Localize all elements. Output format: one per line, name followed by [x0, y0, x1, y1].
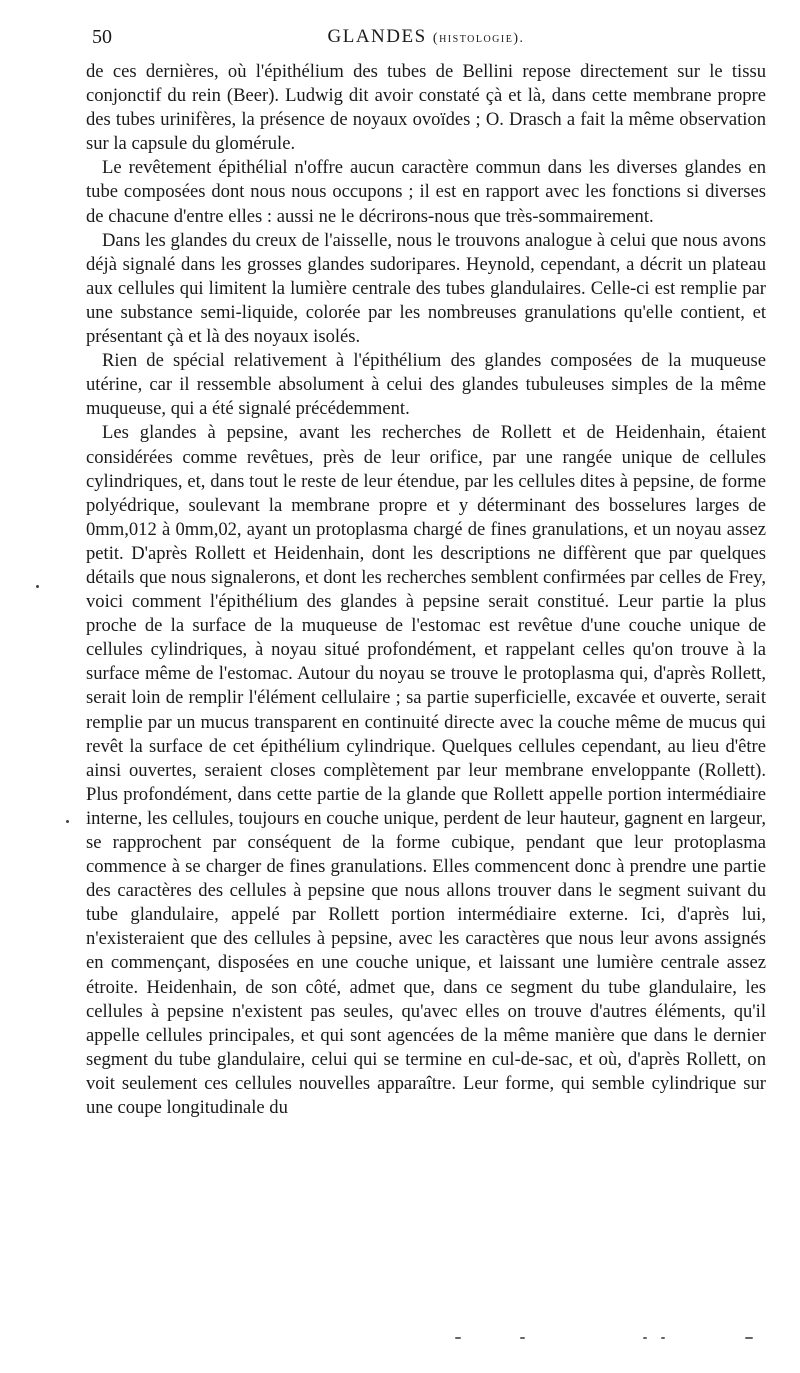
page-header	[86, 24, 766, 60]
footer-scan-marks	[455, 1333, 765, 1343]
scan-mark	[520, 1337, 525, 1339]
scan-mark	[661, 1337, 665, 1339]
scan-mark	[643, 1337, 647, 1339]
document-page	[86, 24, 766, 1120]
body-text	[86, 60, 766, 1120]
paragraph-1: de ces dernières, où l'épithélium des tubes de Bellini repose directement sur le tissu conjonctif du rein (Beer). Ludwig dit avoir constaté çà et là, dans cette membrane propre des tubes urinifères, la présence de noyaux ovoïdes ; O. Drasch a fait la même observation sur la capsule du glomérule.	[86, 61, 766, 155]
paragraph-3: Dans les glandes du creux de l'aisselle, nous le trouvons analogue à celui que nous avons déjà signalé dans les grosses glandes sudoripares. Heynold, cependant, a décrit un plateau aux cellules qui limitent la lumière centrale des tubes glandulaires. Celle-ci est remplie par une substance semi-liquide, colorée par les nombreuses granulations qu'elle contient, et présentant çà et là des noyaux isolés.	[86, 229, 766, 348]
running-title	[86, 26, 766, 48]
paragraph-5: Les glandes à pepsine, avant les recherches de Rollett et de Heidenhain, étaient considérées comme revêtues, près de leur orifice, par une rangée unique de cellules cylindriques, et, dans tout le reste de leur étendue, par les cellules dites à pepsine, de forme polyédrique, soulevant la membrane propre et y déterminant des bosselures larges de 0mm,012 à 0mm,02, ayant un protoplasma chargé de fines granulations, et un noyau assez petit. D'après Rollett et Heidenhain, dont les descriptions ne diffèrent que par quelques détails que nous signalerons, et dont les recherches semblent confirmées par celles de Frey, voici comment l'épithélium des glandes à pepsine serait constitué. Leur partie la plus proche de la surface de la muqueuse de l'estomac est revêtue d'une couche unique de cellules cylindriques, à noyau situé profondément, et rappelant celles qu'on trouve à la surface même de l'estomac. Autour du noyau se trouve le protoplasma qui, d'après Rollett, serait loin de remplir l'élément cellulaire ; sa partie superficielle, excavée et ouverte, serait remplie par un mucus transparent en continuité directe avec la couche même de mucus qui revêt la surface de cet épithélium cylindrique. Quelques cellules cependant, au lieu d'être ainsi ouvertes, seraient closes complètement par leur membrane enveloppante (Rollett). Plus profondément, dans cette partie de la glande que Rollett appelle portion intermédiaire interne, les cellules, toujours en couche unique, perdent de leur hauteur, gagnent en largeur, se rapprochent par conséquent de la forme cubique, pendant que leur protoplasma commence à se charger de fines granulations. Elles commencent donc à prendre une partie des caractères des cellules à pepsine que nous allons trouver dans le segment suivant du tube glandulaire, appelé par Rollett portion intermédiaire externe. Ici, d'après lui, n'existeraient que des cellules à pepsine, avec les caractères que nous leur avons assignés en commençant, disposées en une couche unique, et laissant une lumière centrale assez étroite. Heidenhain, de son côté, admet que, dans ce segment du tube glandulaire, les cellules à pepsine n'existent pas seules, qu'avec elles on trouve d'autres éléments, qu'il appelle cellules principales, et qui sont agencées de la même manière que dans le dernier segment du tube glandulaire, celui qui se termine en cul-de-sac, et où, d'après Rollett, on voit seulement ces cellules nouvelles apparaître. Leur forme, qui semble cylindrique sur une coupe longitudinale du	[86, 422, 766, 1119]
page-number: 50	[92, 26, 112, 48]
running-title-subtitle: (histologie).	[432, 31, 525, 46]
scan-mark	[745, 1337, 753, 1339]
margin-speck	[66, 820, 69, 823]
running-title-main: GLANDES	[327, 26, 427, 47]
scan-mark	[455, 1337, 461, 1339]
paragraph-2: Le revêtement épithélial n'offre aucun caractère commun dans les diverses glandes en tube composées dont nous nous occupons ; il est en rapport avec les fonctions si diverses de chacune d'entre elles : aussi ne le décrirons-nous que très-sommairement.	[86, 157, 766, 227]
margin-speck	[36, 585, 39, 588]
paragraph-4: Rien de spécial relativement à l'épithélium des glandes composées de la muqueuse utérine, car il ressemble absolument à celui des glandes tubuleuses simples de la même muqueuse, qui a été signalé précédemment.	[86, 350, 766, 420]
